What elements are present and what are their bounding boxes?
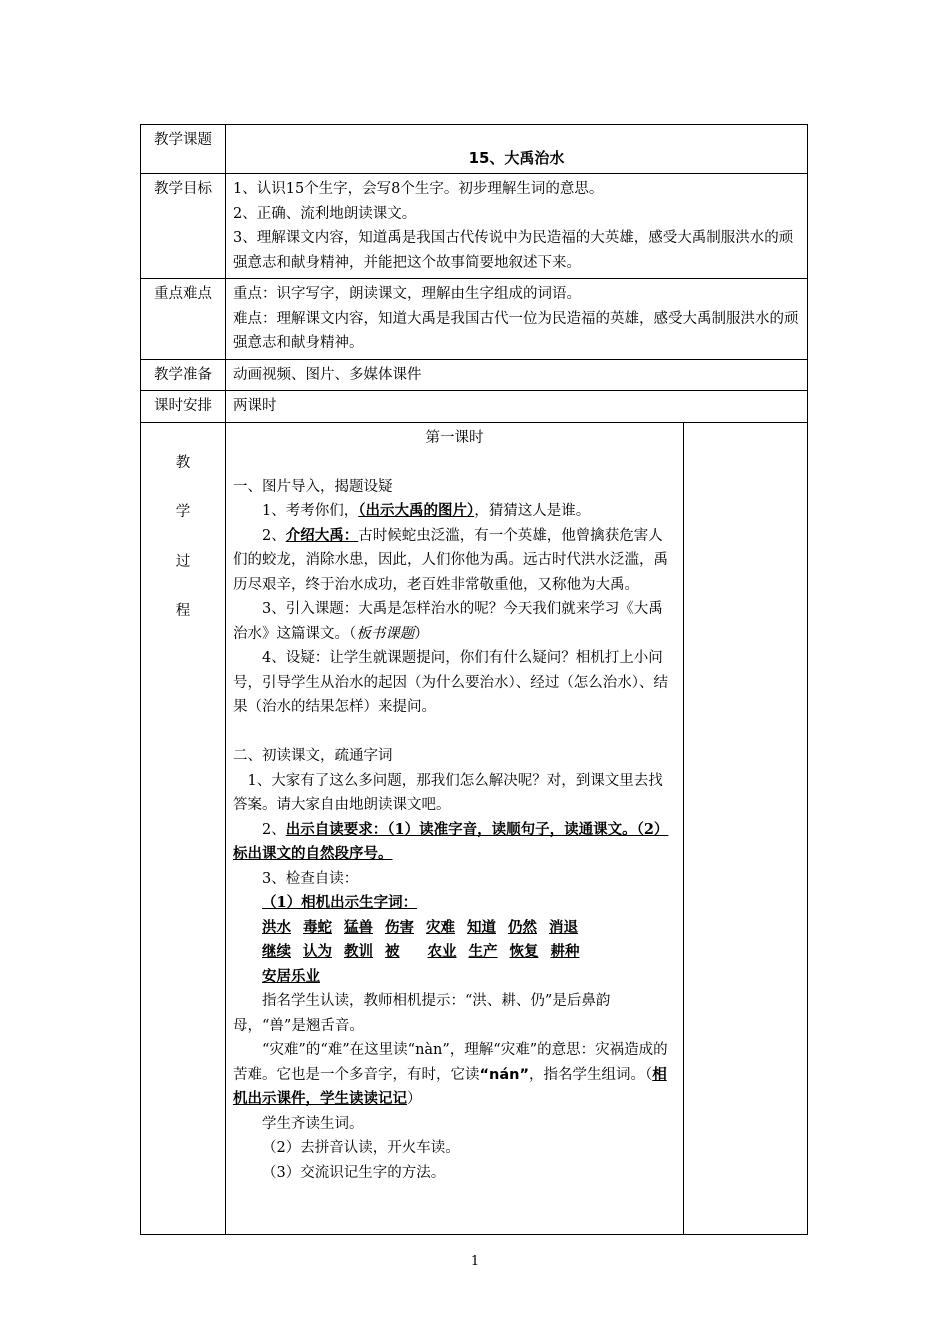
vocab-line-2: 继续 认为 教训 被 农业 生产 恢复 耕种 [262, 943, 580, 960]
row-key [141, 279, 808, 360]
paragraph: 2、介绍大禹：古时候蛇虫泛滥，有一个英雄，他曾擒获危害人们的蛟龙，消除水患，因此，人们你他为禹。远古时代洪水泛滥，禹历尽艰辛，终于治水成功，老百姓非常敬重他，又称他为大禹。 [233, 526, 668, 593]
prep-label: 教学准备 [141, 359, 226, 391]
key-item: 难点：理解课文内容，知道大禹是我国古代一位为民造福的英雄，感受大禹制服洪水的顽强意志和献身精神。 [233, 310, 799, 351]
goals-label: 教学目标 [141, 174, 226, 279]
lesson-heading: 第一课时 [425, 429, 484, 446]
vocab-line-3: 安居乐业 [262, 967, 320, 985]
vocab-line-1: 洪水 毒蛇 猛兽 伤害 灾难 知道 仍然 消退 [262, 918, 578, 936]
page-number: 1 [470, 1254, 480, 1269]
paragraph: 指名学生认读，教师相机提示：“洪、耕、仍”是后鼻韵母，“兽”是翘舌音。 [233, 993, 611, 1034]
section-2-title: 二、初读课文，疏通字词 [233, 748, 393, 764]
paragraph: 1、大家有了这么多问题，那我们怎么解决呢？对，到课文里去找答案。请大家自由地朗读课文吧。 [233, 772, 663, 813]
process-content [226, 422, 684, 1234]
row-process [141, 422, 808, 1234]
row-hours [141, 391, 808, 423]
row-goals [141, 174, 808, 279]
paragraph: 3、引入课题：大禹是怎样治水的呢？今天我们就来学习《大禹治水》这篇课文。（板书课题） [233, 601, 663, 642]
goal-item: 3、理解课文内容，知道禹是我国古代传说中为民造福的大英雄，感受大禹制服洪水的顽强意志和献身精神，并能把这个故事简要地叙述下来。 [233, 230, 794, 271]
row-topic [141, 125, 808, 174]
paragraph: （1）相机出示生字词： [262, 894, 418, 911]
key-label: 重点难点 [141, 279, 226, 360]
notes-cell [684, 422, 808, 1234]
paragraph: （2）去拼音认读，开火车读。 [262, 1140, 460, 1156]
prep-value: 动画视频、图片、多媒体课件 [226, 359, 808, 391]
key-cell [226, 279, 808, 360]
paragraph: 学生齐读生词。 [262, 1115, 364, 1132]
paragraph: 2、出示自读要求：（1）读准字音，读顺句子，读通课文。（2）标出课文的自然段序号。 [233, 820, 669, 862]
key-item: 重点：识字写字，朗读课文，理解由生字组成的词语。 [233, 286, 581, 302]
lesson-plan-table [140, 124, 808, 1235]
hours-label: 课时安排 [141, 391, 226, 423]
paragraph: 4、设疑：让学生就课题提问，你们有什么疑问？相机打上小问号，引导学生从治水的起因（为什么要治水）、经过（怎么治水）、结果（治水的结果怎样）来提问。 [233, 650, 668, 715]
lesson-title: 15、大禹治水 [468, 148, 565, 167]
hours-value: 两课时 [226, 391, 808, 423]
goal-item: 2、正确、流利地朗读课文。 [233, 205, 417, 222]
goals-cell [226, 174, 808, 279]
process-label: 教 学 过 程 [141, 422, 226, 1234]
paragraph: “灾难”的“难”在这里读“nàn”，理解“灾难”的意思：灾祸造成的苦难。它也是一个多音字，有时，它读“nán”，指名学生组词。（相机出示课件，学生读读记记） [233, 1042, 668, 1107]
row-prep [141, 359, 808, 391]
topic-label: 教学课题 [141, 125, 226, 174]
paragraph: 1、考考你们，（出示大禹的图片），猜猜这人是谁。 [262, 502, 591, 519]
goal-item: 1、认识15个生字，会写8个生字。初步理解生词的意思。 [233, 181, 604, 197]
paragraph: 3、检查自读： [262, 870, 359, 887]
section-1-title: 一、图片导入，揭题设疑 [233, 478, 393, 495]
paragraph: （3）交流识记生字的方法。 [262, 1164, 446, 1181]
